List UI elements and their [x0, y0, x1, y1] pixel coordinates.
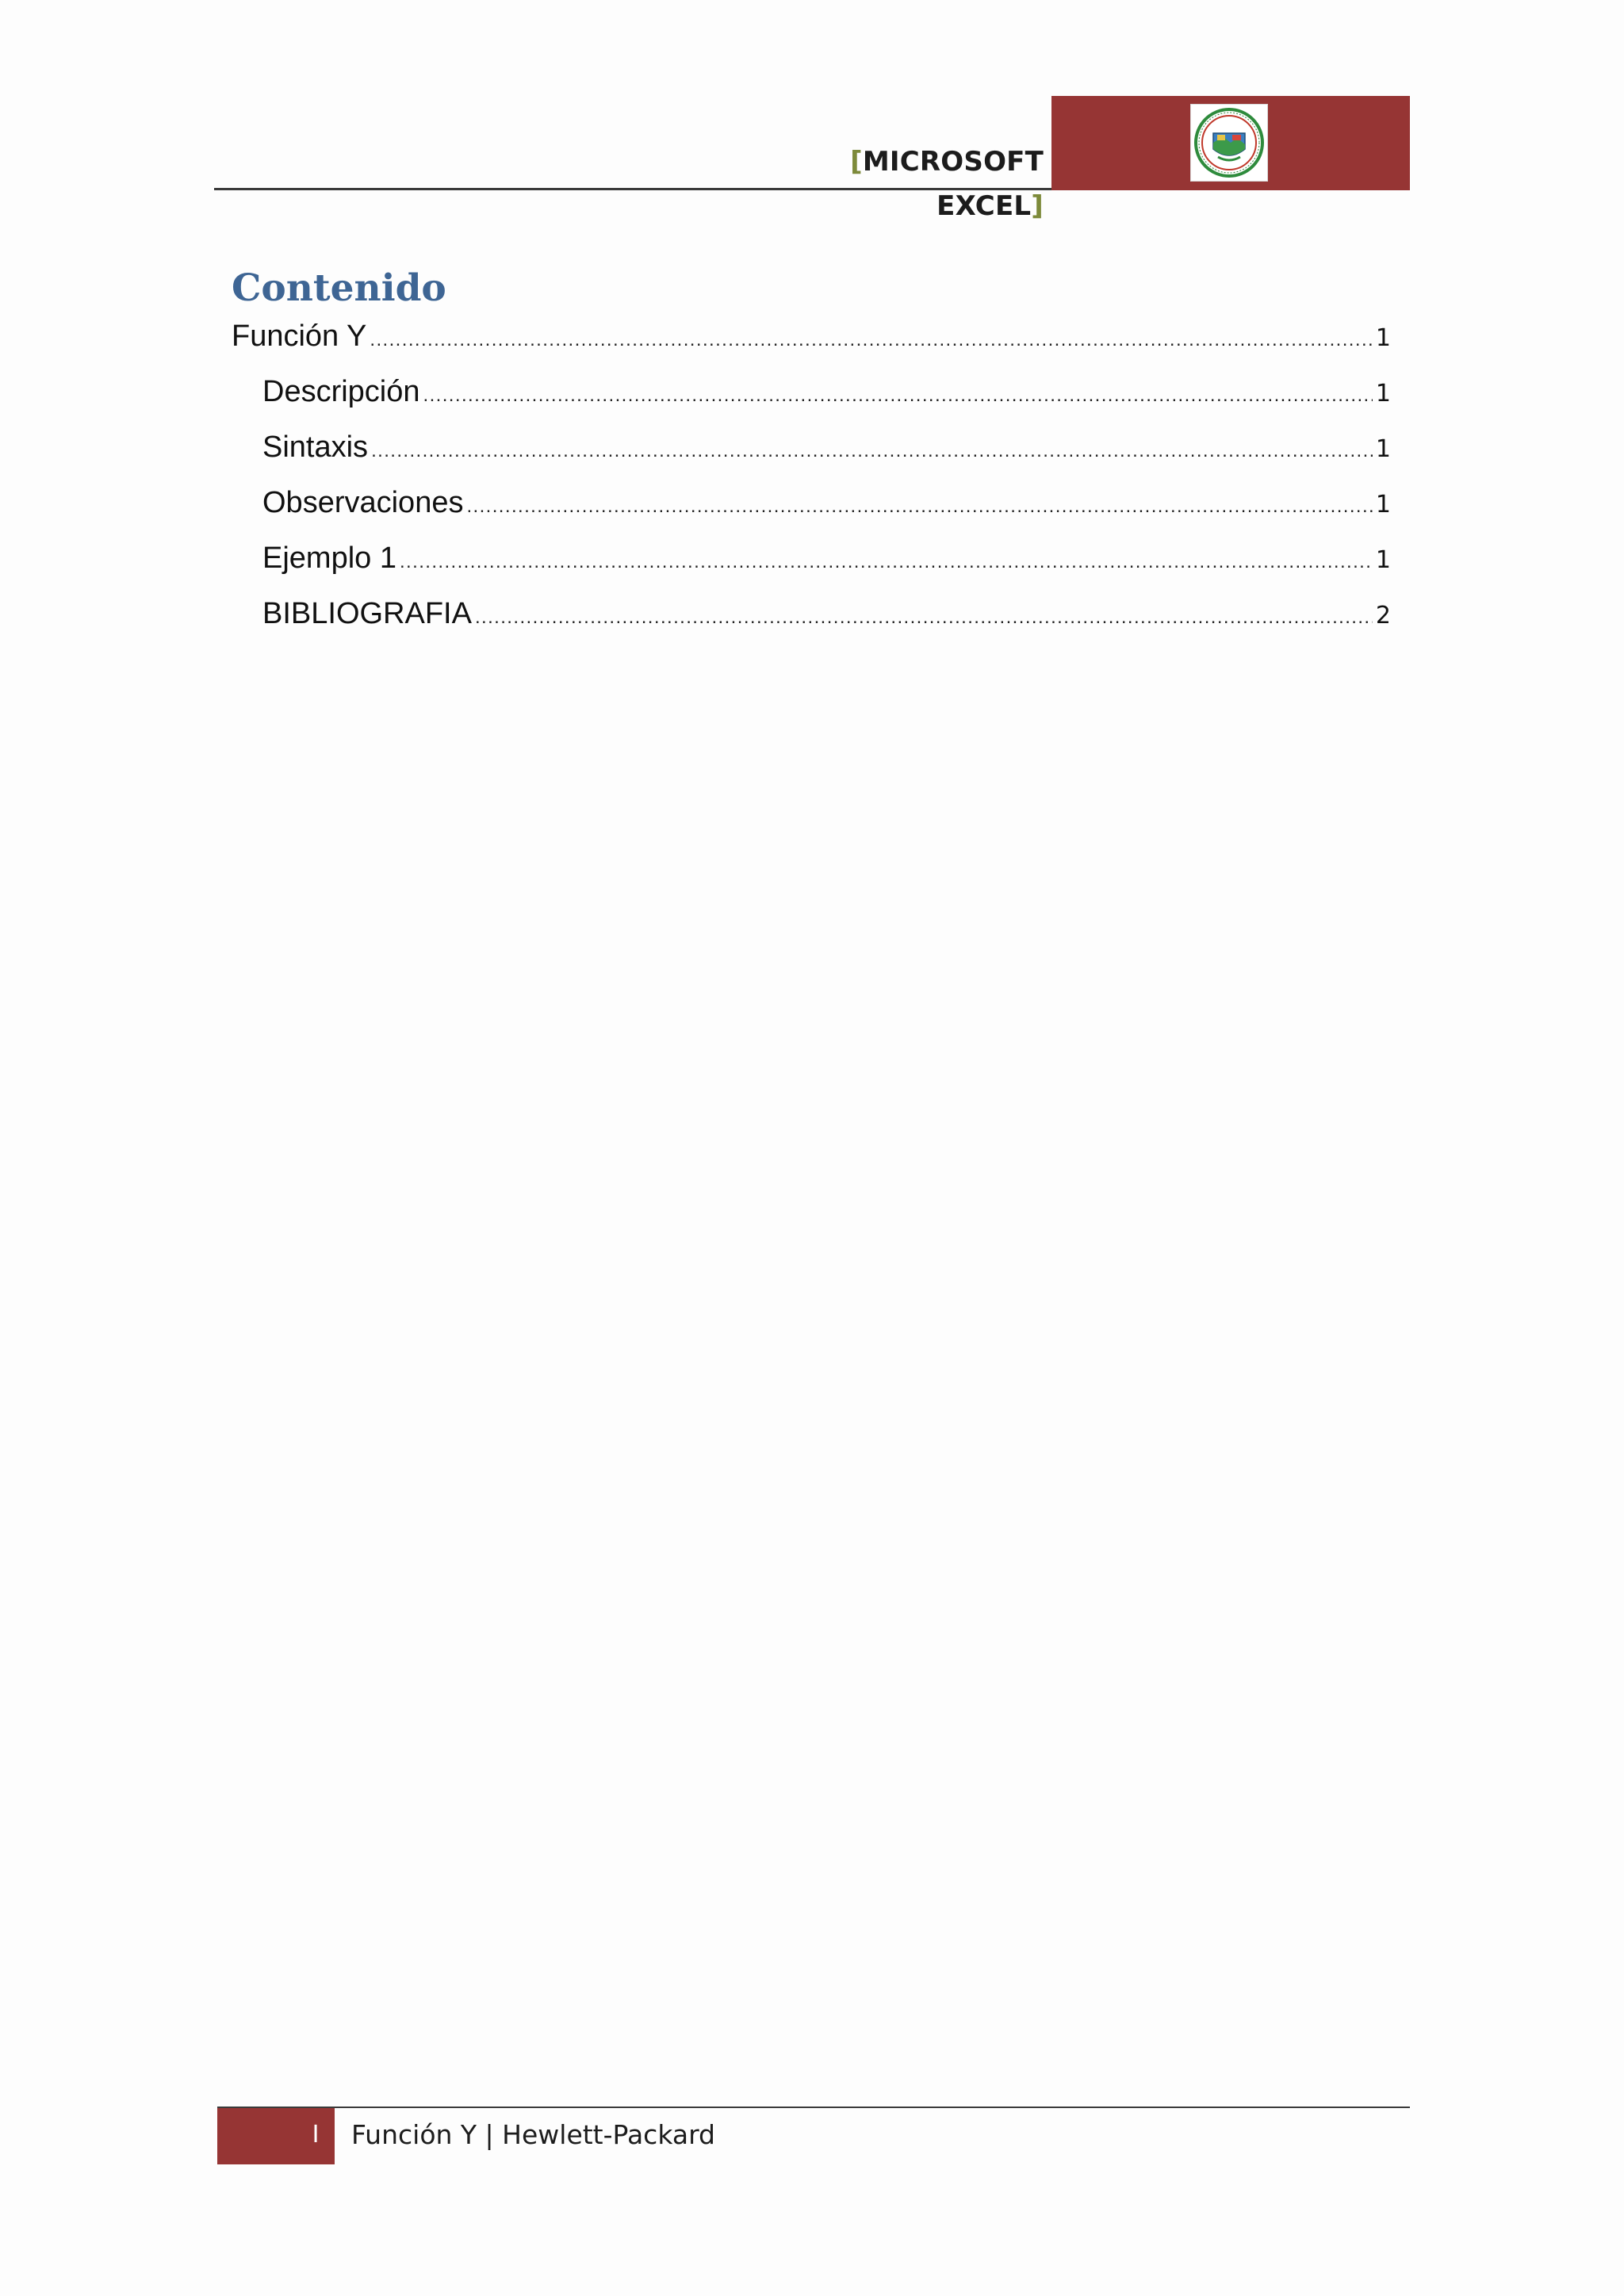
toc-dot-leader: [370, 319, 1373, 362]
footer-page-number: I: [312, 2121, 320, 2149]
header-bracket-open: [: [850, 146, 863, 178]
toc-entry-label: Sintaxis: [262, 430, 369, 464]
toc-entry-observaciones[interactable]: [262, 481, 1391, 524]
toc-entry-label: Ejemplo 1: [262, 541, 396, 575]
toc-dot-leader: [400, 541, 1373, 584]
footer-text: Función Y | Hewlett-Packard: [351, 2119, 716, 2150]
toc-page-number: 1: [1375, 380, 1391, 408]
toc-dot-leader: [423, 374, 1373, 417]
header-bracket-close: ]: [1031, 190, 1044, 222]
toc-dot-leader: [475, 596, 1373, 639]
toc-entry-label: Observaciones: [262, 486, 464, 519]
toc-entry-bibliografia[interactable]: [262, 592, 1391, 635]
toc-entry-funcion-y[interactable]: [232, 315, 1391, 358]
header-title-text: MICROSOFT EXCEL: [862, 146, 1044, 222]
toc-entry-label: Descripción: [262, 375, 420, 408]
toc-entry-descripcion[interactable]: [262, 370, 1391, 413]
header-rule: [214, 188, 1053, 190]
toc-page-number: 1: [1375, 324, 1391, 352]
toc-entry-label: Función Y: [232, 320, 367, 353]
seal-graphic: [1191, 105, 1267, 181]
toc-heading: Contenido: [232, 266, 446, 310]
toc-page-number: 1: [1375, 435, 1391, 463]
toc-dot-leader: [466, 485, 1372, 528]
toc-entry-label: BIBLIOGRAFIA: [262, 597, 472, 630]
toc-page-number: 2: [1375, 602, 1391, 629]
header-title: [761, 140, 1044, 228]
university-seal-icon: [1190, 104, 1268, 182]
toc-page-number: 1: [1375, 546, 1391, 574]
toc-page-number: 1: [1375, 491, 1391, 519]
footer-rule: [217, 2107, 1410, 2108]
toc-entry-sintaxis[interactable]: [262, 426, 1391, 469]
toc-dot-leader: [371, 430, 1373, 473]
toc-entry-ejemplo-1[interactable]: [262, 537, 1391, 580]
